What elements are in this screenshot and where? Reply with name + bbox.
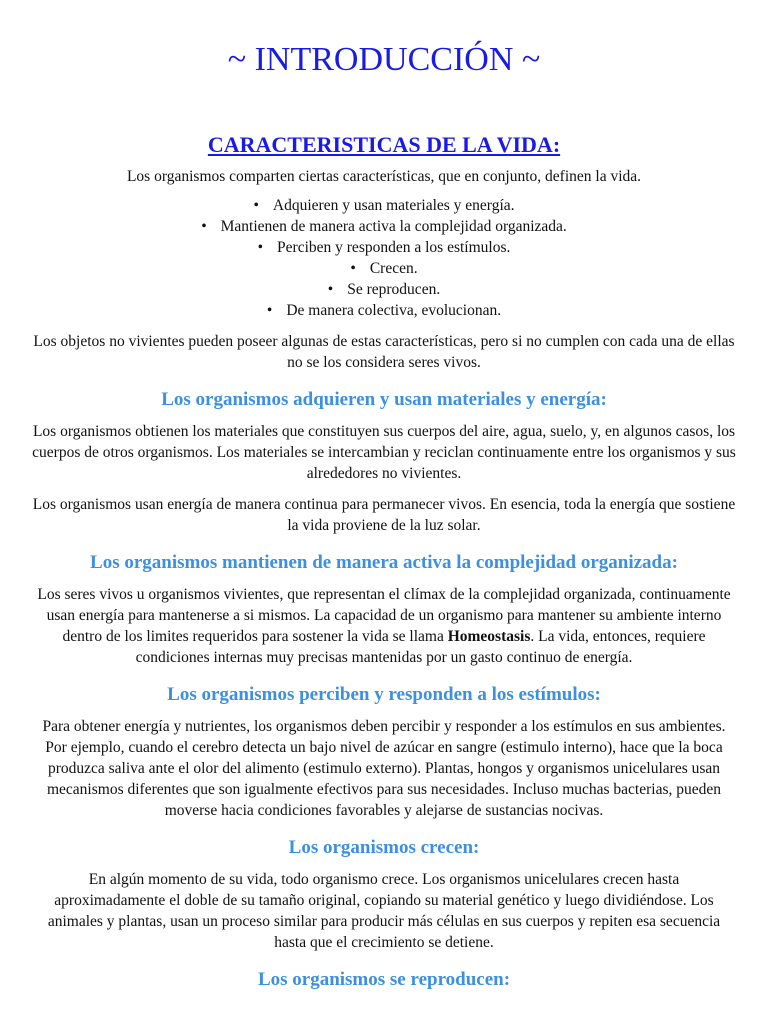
subheading-stimuli: Los organismos perciben y responden a los estímulos: xyxy=(167,684,601,705)
paragraph-complexity xyxy=(32,584,736,668)
paragraph-complexity-text: Los seres vivos u organismos vivientes, que representan el clímax de la complejidad organizada, continuamente usan energía para mantenerse a si mismos. La capacidad de un organismo para mantener su ambiente interno dentro de los limites requeridos para sostener la vida se llama xyxy=(37,586,731,645)
paragraph-complexity-text-end: . La vida, entonces, requiere condiciones internas muy precisas mantenidas por un gasto continuo de energía. xyxy=(135,628,706,666)
intro-paragraph: Los organismos comparten ciertas características, que en conjunto, definen la vida. xyxy=(126,168,642,185)
paragraph-stimuli: Para obtener energía y nutrientes, los organismos deben percibir y responder a los estímulos en sus ambientes. Por ejemplo, cuando el cerebro detecta un bajo nivel de azúcar en sangre (estimulo interno), hace que la boca produzca saliva ante el olor del alimento (estimulo externo). Plantas, hongos y organismos unicelulares usan mecanismos diferentes que son igualmente efectivos para sus necesidades. Incluso muchas bacterias, pueden moverse hacia condiciones favorables y alejarse de sustancias nocivas. xyxy=(42,718,726,819)
subheading-materials-energy: Los organismos adquieren y usan materiales y energía: xyxy=(161,389,607,410)
list-item: • Perciben y responden a los estímulos. xyxy=(32,237,736,258)
page-title: ~ INTRODUCCIÓN ~ xyxy=(227,41,541,78)
subheading-complexity: Los organismos mantienen de manera activa la complejidad organizada: xyxy=(90,552,678,573)
list-item: • Mantienen de manera activa la complejidad organizada. xyxy=(32,216,736,237)
paragraph-growth: En algún momento de su vida, todo organismo crece. Los organismos unicelulares crecen hasta aproximadamente el doble de su tamaño original, copiando su material genético y luego dividiéndose. Los animales y plantas, usan un proceso similar para producir más células en sus cuerpos y repiten esa secuencia hasta que el crecimiento se detiene. xyxy=(47,871,721,951)
list-item: • Crecen. xyxy=(32,258,736,279)
list-item: • Adquieren y usan materiales y energía. xyxy=(32,195,736,216)
subheading-reproduction: Los organismos se reproducen: xyxy=(257,969,511,990)
section-title: CARACTERISTICAS DE LA VIDA: xyxy=(207,132,561,157)
traits-list xyxy=(32,195,736,321)
non-living-note: Los objetos no vivientes pueden poseer algunas de estas características, pero si no cumplen con cada una de ellas no se los considera seres vivos. xyxy=(33,333,735,371)
paragraph-materials: Los organismos obtienen los materiales que constituyen sus cuerpos del aire, agua, suelo, y, en algunos casos, los cuerpos de otros organismos. Los materiales se intercambian y reciclan continuamente entre los organismos y sus alrededores no vivientes. xyxy=(32,423,736,482)
list-item: • De manera colectiva, evolucionan. xyxy=(32,300,736,321)
paragraph-energy: Los organismos usan energía de manera continua para permanecer vivos. En esencia, toda la energía que sostiene la vida proviene de la luz solar. xyxy=(32,496,736,534)
subheading-growth: Los organismos crecen: xyxy=(288,837,480,858)
homeostasis-term: Homeostasis xyxy=(447,628,531,645)
list-item: • Se reproducen. xyxy=(32,279,736,300)
